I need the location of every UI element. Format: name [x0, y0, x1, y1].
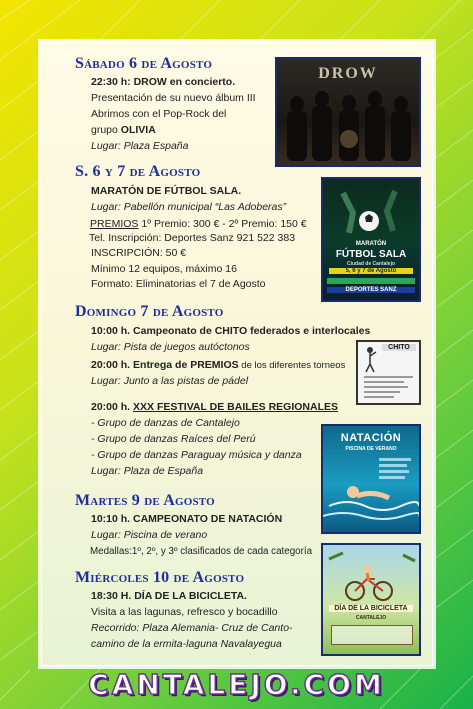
- bici-poster-sub: CANTALEJO: [355, 615, 387, 621]
- section-title-miercoles: Miércoles 10 de Agosto: [75, 569, 245, 586]
- footer-brand-logo: CANTALEJO.COM: [88, 668, 385, 701]
- drow-poster-logo: DROW: [318, 65, 378, 82]
- chito-time: [91, 325, 370, 337]
- natacion-poster-title: NATACIÓN: [340, 432, 402, 444]
- bicycle-icon: [323, 549, 419, 609]
- drow-line3: Abrimos con el Pop-Rock del: [91, 108, 227, 120]
- festival-group-3: - Grupo de danzas Paraguay música y danza: [91, 449, 302, 461]
- drow-line4-pre: grupo: [91, 124, 121, 136]
- festival-bold: XXX FESTIVAL DE BAILES REGIONALES: [133, 401, 339, 413]
- bici-line4: camino de la ermita-laguna Navalayegua: [91, 638, 282, 650]
- futbol-poster-dates: 5, 6 y 7 de Agosto: [329, 268, 413, 274]
- event-panel: [41, 42, 433, 666]
- bici-line2: Visita a las lagunas, refresco y bocadillo: [91, 606, 278, 618]
- festival-location: Lugar: Plaza de España: [91, 465, 204, 477]
- futbol-formato: Formato: Eliminatorias el 7 de Agosto: [91, 278, 266, 290]
- section-title-futbol: S. 6 y 7 de Agosto: [75, 163, 201, 180]
- drow-line4-bold: OLIVIA: [120, 124, 156, 136]
- premios-time-text: 20:00 h. Entrega de: [91, 359, 191, 371]
- drow-location: Lugar: Plaza España: [91, 140, 189, 152]
- bici-name: 18:30 H. DÍA DE LA BICICLETA.: [91, 590, 247, 602]
- drow-poster-image: [275, 57, 421, 167]
- festival-group-1: - Grupo de danzas de Cantalejo: [91, 417, 240, 429]
- natacion-medallas: Medallas:1º, 2º, y 3º clasificados de cada categoría: [90, 546, 313, 557]
- chito-poster-title: CHITO: [382, 344, 416, 351]
- chito-player-icon: [358, 342, 419, 403]
- section-title-martes: Martes 9 de Agosto: [75, 492, 215, 509]
- chito-location: Lugar: Pista de juegos autóctonos: [91, 341, 250, 353]
- futbol-tel: Tel. Inscripción: Deportes Sanz 921 522 383: [89, 232, 296, 244]
- futbol-poster-sponsor: DEPORTES SANZ: [327, 287, 415, 293]
- festival-group-2: - Grupo de danzas Raíces del Perú: [91, 433, 256, 445]
- bici-line3: Recorrido: Plaza Alemania- Cruz de Canto-: [91, 622, 293, 634]
- futbol-location: Lugar: Pabellón municipal “Las Adoberas”: [91, 201, 287, 213]
- drow-line4: [91, 124, 156, 136]
- natacion-location: Lugar: Piscina de verano: [91, 529, 208, 541]
- futbol-premios: [90, 218, 307, 230]
- futbol-poster-line2: FÚTBOL SALA: [335, 249, 407, 260]
- futbol-poster-line3: Ciudad de Cantalejo: [346, 261, 396, 267]
- natacion-name: 10:10 h. CAMPEONATO DE NATACIÓN: [91, 513, 283, 525]
- futbol-premios-label: PREMIOS: [90, 218, 139, 230]
- premios-time: [91, 359, 345, 371]
- futbol-poster-strip: [327, 278, 415, 284]
- futbol-poster-line1: MARATÓN: [355, 241, 387, 247]
- section-title-sabado: Sábado 6 de Agosto: [75, 55, 213, 72]
- bici-poster-title: DÍA DE LA BICICLETA: [329, 605, 413, 612]
- section-title-domingo: Domingo 7 de Agosto: [75, 303, 224, 320]
- premios-rest: de los diferentes torneos: [238, 360, 346, 371]
- futbol-minimo: Mínimo 12 equipos, máximo 16: [91, 263, 237, 275]
- festival-time-text: 20:00 h.: [91, 401, 134, 413]
- futbol-name: MARATÓN DE FÚTBOL SALA.: [91, 185, 242, 197]
- drow-line2: Presentación de su nuevo álbum III: [91, 92, 256, 104]
- chito-bold: CHITO federados e interlocales: [214, 325, 371, 337]
- natacion-poster-sub: PISCINA DE VERANO: [345, 446, 397, 452]
- swimmer-icon: [323, 426, 419, 532]
- bici-poster-route-box: [331, 625, 413, 645]
- soccer-ball-icon: [323, 183, 419, 243]
- premios-bold: PREMIOS: [190, 359, 239, 371]
- festival-time: [91, 401, 338, 413]
- drow-time: 22:30 h: DROW en concierto.: [91, 76, 236, 88]
- chito-time-text: 10:00 h. Campeonato de: [91, 325, 215, 337]
- futbol-premios-text: 1º Premio: 300 € - 2º Premio: 150 €: [138, 218, 307, 230]
- futbol-inscripcion: INSCRIPCIÓN: 50 €: [91, 247, 187, 259]
- futbol-poster-image: [321, 177, 421, 302]
- premios-location: Lugar: Junto a las pistas de pádel: [91, 375, 249, 387]
- natacion-poster-image: [321, 424, 421, 534]
- futbol-name-text: MARATÓN DE FÚTBOL SALA: [91, 185, 239, 197]
- bici-poster-image: [321, 543, 421, 656]
- band-silhouette-icon: [277, 59, 419, 165]
- chito-poster-image: [356, 340, 421, 405]
